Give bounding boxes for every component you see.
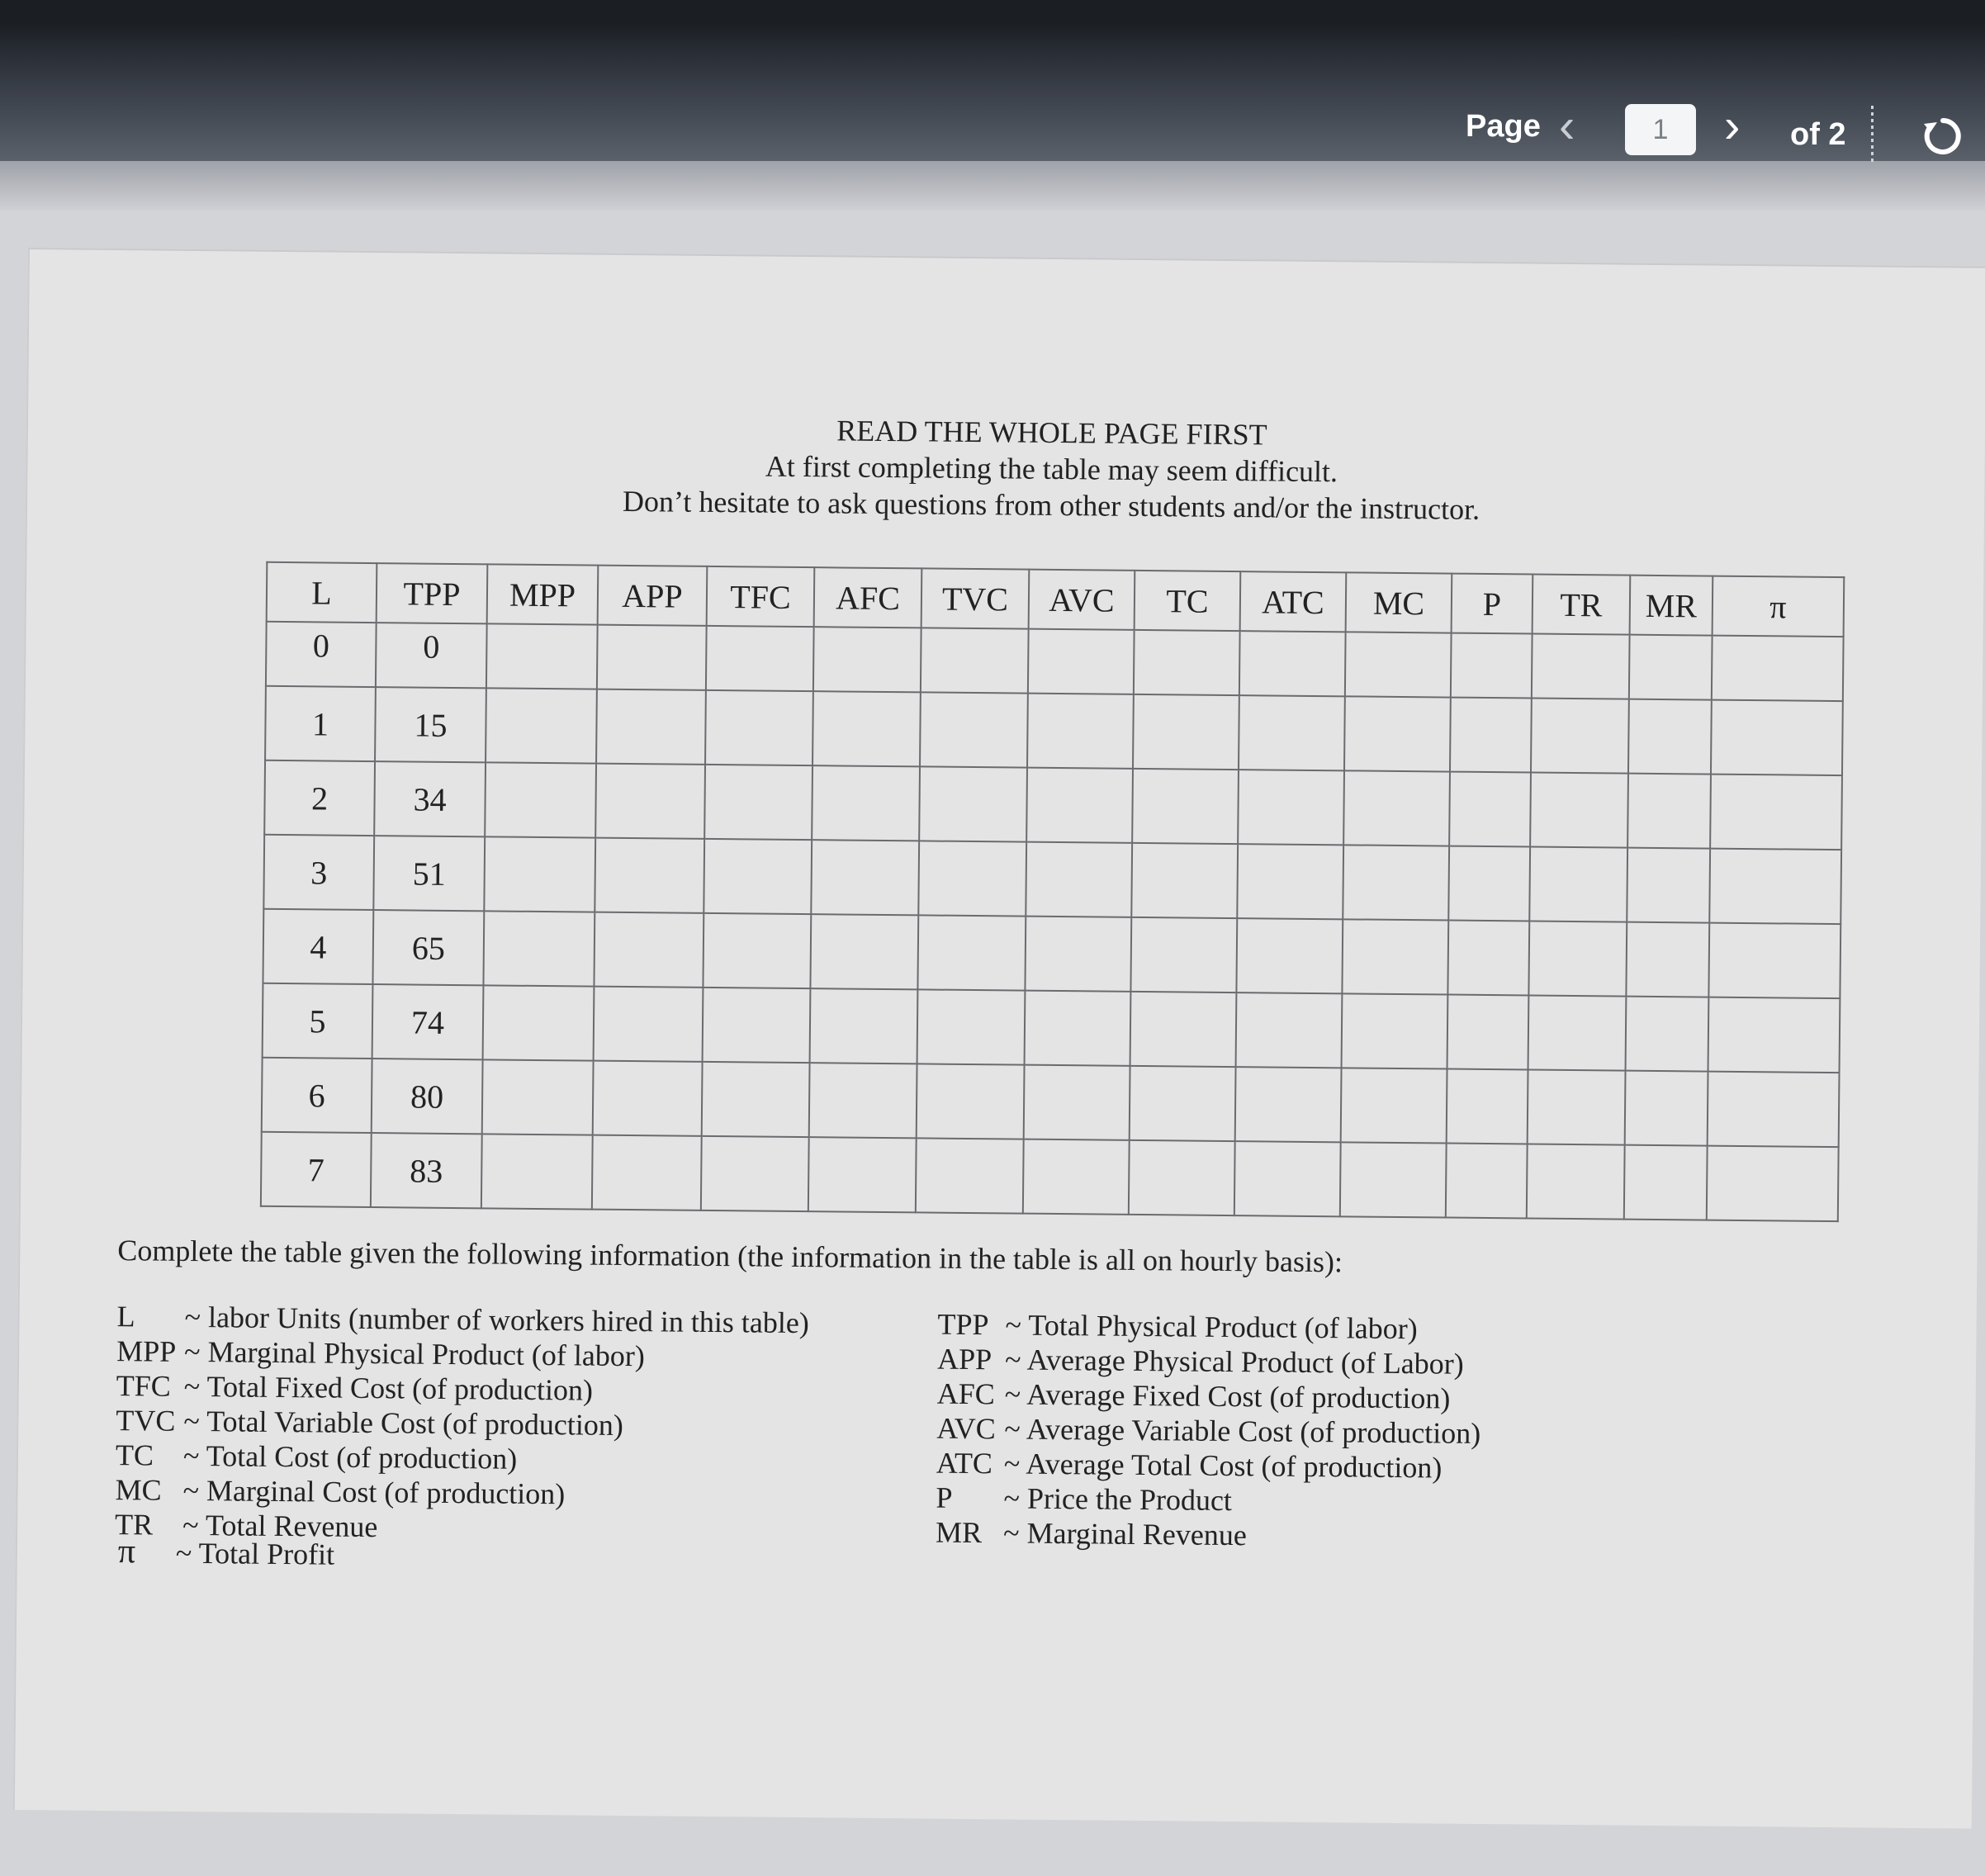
column-header: TVC — [921, 568, 1030, 628]
definition-text: ~ Average Physical Product (of Labor) — [1004, 1343, 1464, 1381]
table-cell-empty — [481, 1134, 593, 1209]
table-cell-empty — [592, 1135, 702, 1210]
table-cell-empty — [1629, 635, 1713, 700]
table-cell-empty — [1239, 631, 1346, 696]
definition-text: ~ Price the Product — [1003, 1481, 1233, 1518]
table-cell-empty — [1532, 634, 1630, 699]
column-header: MPP — [487, 564, 599, 624]
column-header: MC — [1346, 572, 1452, 632]
heading-line-1: READ THE WHOLE PAGE FIRST — [836, 414, 1267, 452]
table-cell-empty — [1710, 775, 1842, 850]
table-cell-empty — [595, 764, 705, 839]
table-cell-empty — [809, 1063, 917, 1138]
table-cell-empty — [1343, 770, 1450, 846]
table-cell: 74 — [372, 984, 484, 1059]
definition-text: ~ Marginal Physical Product (of labor) — [183, 1334, 646, 1373]
definition-abbr: L — [116, 1300, 135, 1334]
table-cell-empty — [1528, 995, 1627, 1070]
table-cell-empty — [1023, 1139, 1130, 1215]
definition-text: ~ Marginal Cost (of production) — [182, 1473, 566, 1511]
table-cell-empty — [812, 691, 921, 766]
table-cell-empty — [486, 688, 597, 763]
column-header: AVC — [1029, 570, 1135, 630]
table-cell-empty — [1238, 770, 1344, 845]
definitions-right — [936, 1307, 1482, 1555]
definition-abbr: MR — [935, 1515, 983, 1550]
definition-abbr: TR — [114, 1508, 154, 1542]
definition-abbr: MPP — [116, 1334, 177, 1368]
definition-abbr: TFC — [116, 1369, 171, 1403]
table-cell: 4 — [263, 909, 373, 984]
column-header: ATC — [1240, 571, 1347, 632]
table-cell-empty — [921, 628, 1029, 693]
column-header-pi: π — [1713, 576, 1845, 637]
toolbar-divider — [1871, 106, 1874, 162]
table-cell-empty — [1236, 918, 1343, 993]
toolbar-shadow — [0, 161, 1985, 211]
table-cell: 2 — [264, 760, 375, 836]
table-cell-empty — [1235, 1067, 1342, 1142]
table-cell-empty — [813, 627, 921, 692]
table-cell-empty — [808, 1137, 917, 1212]
table-cell-empty — [1340, 1142, 1447, 1217]
table-cell-empty — [702, 1062, 810, 1137]
table-cell-empty — [1130, 917, 1237, 992]
table-cell-empty — [1628, 699, 1712, 775]
table-cell: 34 — [374, 761, 486, 836]
table-cell-empty — [594, 912, 704, 988]
definition-text: ~ Total Variable Cost (of production) — [183, 1404, 624, 1442]
page-count: of 2 — [1790, 117, 1846, 152]
table-cell-empty — [1448, 846, 1530, 921]
definition-text: ~ Total Cost (of production) — [182, 1438, 518, 1476]
table-cell-empty — [1447, 995, 1529, 1070]
table-cell-empty — [1709, 849, 1841, 925]
table-cell: 7 — [261, 1132, 372, 1207]
table-cell-empty — [810, 914, 918, 989]
table-cell-empty — [1028, 629, 1135, 694]
table-cell-empty — [812, 765, 920, 841]
table-cell-empty — [918, 841, 1026, 916]
table-cell-empty — [1234, 1141, 1341, 1216]
table-cell-empty — [811, 840, 919, 915]
table-cell-empty — [1529, 846, 1627, 921]
table-cell-empty — [706, 626, 814, 691]
table-cell-empty — [703, 913, 811, 988]
table-cell: 80 — [372, 1059, 483, 1134]
table-cell: 65 — [372, 910, 484, 985]
table-cell-empty — [1450, 698, 1532, 773]
table-row — [261, 1132, 1839, 1221]
table-cell-empty — [1708, 997, 1841, 1073]
definitions-left — [115, 1299, 809, 1548]
table-cell-empty — [1025, 991, 1131, 1066]
table-cell-empty — [1708, 923, 1841, 999]
column-header: P — [1452, 574, 1533, 634]
definition-text: ~ Marginal Revenue — [1002, 1516, 1248, 1552]
table-cell-empty — [1449, 772, 1531, 847]
table-cell-empty — [704, 765, 812, 840]
refresh-icon[interactable] — [1919, 112, 1967, 160]
table-cell-empty — [593, 1061, 703, 1136]
table-cell: 83 — [371, 1133, 482, 1208]
definition-abbr: TPP — [937, 1307, 989, 1342]
table-cell-empty — [482, 1059, 594, 1135]
definition-row — [936, 1480, 1480, 1520]
table-cell-empty — [1447, 1069, 1528, 1144]
table-cell-empty — [704, 839, 812, 914]
column-header: TC — [1135, 571, 1241, 631]
table-cell: 1 — [265, 686, 376, 761]
heading-line-2: At first completing the table may seem difficult. — [765, 449, 1338, 489]
definition-text: ~ Average Total Cost (of production) — [1003, 1447, 1443, 1485]
definition-row — [937, 1376, 1481, 1416]
table-cell-empty — [810, 988, 918, 1064]
table-cell: 0 — [376, 623, 487, 688]
table-cell-empty — [1025, 917, 1131, 992]
table-cell-empty — [1446, 1144, 1528, 1219]
table-cell: 0 — [266, 622, 377, 687]
table-cell-empty — [703, 988, 811, 1063]
table-cell-empty — [1239, 695, 1345, 770]
document-page — [13, 248, 1985, 1829]
table-cell-empty — [1132, 769, 1239, 844]
table-cell-empty — [1627, 848, 1710, 923]
definition-abbr: TVC — [116, 1404, 176, 1438]
table-cell-empty — [1711, 700, 1843, 776]
definition-abbr: MC — [115, 1473, 162, 1507]
table-cell-empty — [920, 692, 1028, 767]
table-cell-empty — [1447, 921, 1529, 996]
table-cell-empty — [1624, 1145, 1708, 1220]
page-heading — [27, 405, 1985, 533]
table-cell-empty — [1133, 694, 1239, 770]
table-cell-empty — [1134, 630, 1240, 695]
table-cell-empty — [1626, 997, 1709, 1072]
table-cell: 15 — [375, 687, 486, 762]
pi-definition — [118, 1532, 335, 1574]
table-cell-empty — [1626, 922, 1709, 997]
table-cell-empty — [917, 915, 1026, 990]
column-header: L — [267, 562, 377, 623]
table-cell-empty — [1528, 1069, 1626, 1144]
definition-abbr: P — [936, 1480, 953, 1514]
table-cell-empty — [1027, 694, 1134, 769]
table-cell: 6 — [262, 1058, 372, 1133]
table-cell-empty — [1712, 636, 1844, 702]
table-cell-empty — [1341, 1068, 1447, 1143]
definition-text: ~ Total Fixed Cost (of production) — [183, 1369, 594, 1407]
chevron-left-icon[interactable]: ‹ — [1559, 99, 1575, 153]
table-cell-empty — [1131, 843, 1238, 918]
table-cell-empty — [597, 625, 707, 690]
definition-row — [936, 1446, 1480, 1485]
definition-abbr: AFC — [936, 1376, 995, 1411]
table-cell-empty — [1342, 993, 1448, 1068]
table-cell-empty — [1024, 1065, 1130, 1140]
chevron-right-icon[interactable]: › — [1724, 99, 1741, 153]
column-header: MR — [1630, 576, 1713, 636]
definition-abbr: AVC — [936, 1411, 996, 1446]
table-cell: 51 — [373, 836, 485, 911]
table-cell-empty — [917, 989, 1026, 1064]
instructions-text: Complete the table given the following information (the information in the table is all on hourly basis): — [117, 1234, 1343, 1279]
heading-line-3: Don’t hesitate to ask questions from other students and/or the instructor. — [622, 484, 1480, 526]
column-header: TFC — [707, 566, 815, 627]
definition-text: ~ Total Revenue — [182, 1508, 378, 1544]
pi-definition-text: ~ Total Profit — [175, 1536, 335, 1571]
definition-abbr: TC — [115, 1438, 154, 1472]
column-header: TR — [1533, 575, 1631, 635]
table-cell-empty — [1130, 992, 1237, 1067]
definition-text: ~ labor Units (number of workers hired in this table) — [184, 1300, 810, 1340]
table-cell-empty — [1343, 845, 1449, 920]
column-header: AFC — [814, 567, 922, 628]
table-cell-empty — [486, 623, 598, 689]
table-cell-empty — [1237, 844, 1343, 919]
table-cell-empty — [1528, 921, 1627, 996]
definition-text: ~ Average Fixed Cost (of production) — [1004, 1377, 1451, 1415]
cost-table — [260, 561, 1845, 1222]
table-cell-empty — [1708, 1072, 1840, 1148]
table-cell-empty — [1345, 632, 1452, 697]
definition-text: ~ Total Physical Product (of labor) — [1005, 1308, 1418, 1346]
definition-abbr: ATC — [936, 1446, 993, 1480]
table-cell: 3 — [263, 835, 374, 910]
column-header: APP — [598, 566, 708, 626]
table-cell-empty — [701, 1136, 809, 1211]
table-cell-empty — [916, 1138, 1024, 1213]
table-cell-empty — [1531, 699, 1629, 774]
table-cell-empty — [705, 690, 813, 765]
table-cell-empty — [1342, 919, 1448, 994]
table-cell-empty — [1707, 1146, 1839, 1222]
definition-row — [937, 1342, 1481, 1381]
definition-text: ~ Average Variable Cost (of production) — [1004, 1412, 1481, 1450]
table-cell-empty — [484, 836, 595, 912]
definition-row — [937, 1307, 1481, 1347]
column-header: TPP — [377, 563, 488, 623]
table-cell-empty — [1451, 633, 1533, 699]
definition-abbr: APP — [936, 1342, 992, 1376]
table-cell-empty — [917, 1064, 1025, 1139]
pi-symbol: π — [117, 1533, 136, 1571]
table-cell-empty — [1627, 774, 1711, 849]
table-cell-empty — [483, 911, 595, 986]
table-cell-empty — [596, 689, 706, 765]
definition-row — [936, 1515, 1480, 1555]
table-cell-empty — [483, 985, 595, 1060]
table-cell-empty — [1026, 768, 1133, 843]
table-cell-empty — [1129, 1140, 1235, 1215]
table-cell-empty — [919, 766, 1027, 841]
page-label: Page — [1466, 109, 1541, 144]
table-cell-empty — [1236, 992, 1343, 1068]
table-cell-empty — [1130, 1066, 1236, 1141]
table-cell-empty — [485, 762, 596, 837]
page-number-input[interactable]: 1 — [1625, 104, 1696, 155]
table-cell-empty — [1530, 772, 1628, 847]
table-cell-empty — [1026, 842, 1132, 917]
table-cell: 5 — [263, 983, 373, 1059]
table-cell-empty — [595, 838, 704, 913]
table-cell-empty — [1625, 1071, 1708, 1146]
table-cell-empty — [1344, 696, 1451, 771]
table-cell-empty — [594, 987, 704, 1062]
definition-row — [936, 1411, 1480, 1451]
table-cell-empty — [1527, 1144, 1625, 1219]
